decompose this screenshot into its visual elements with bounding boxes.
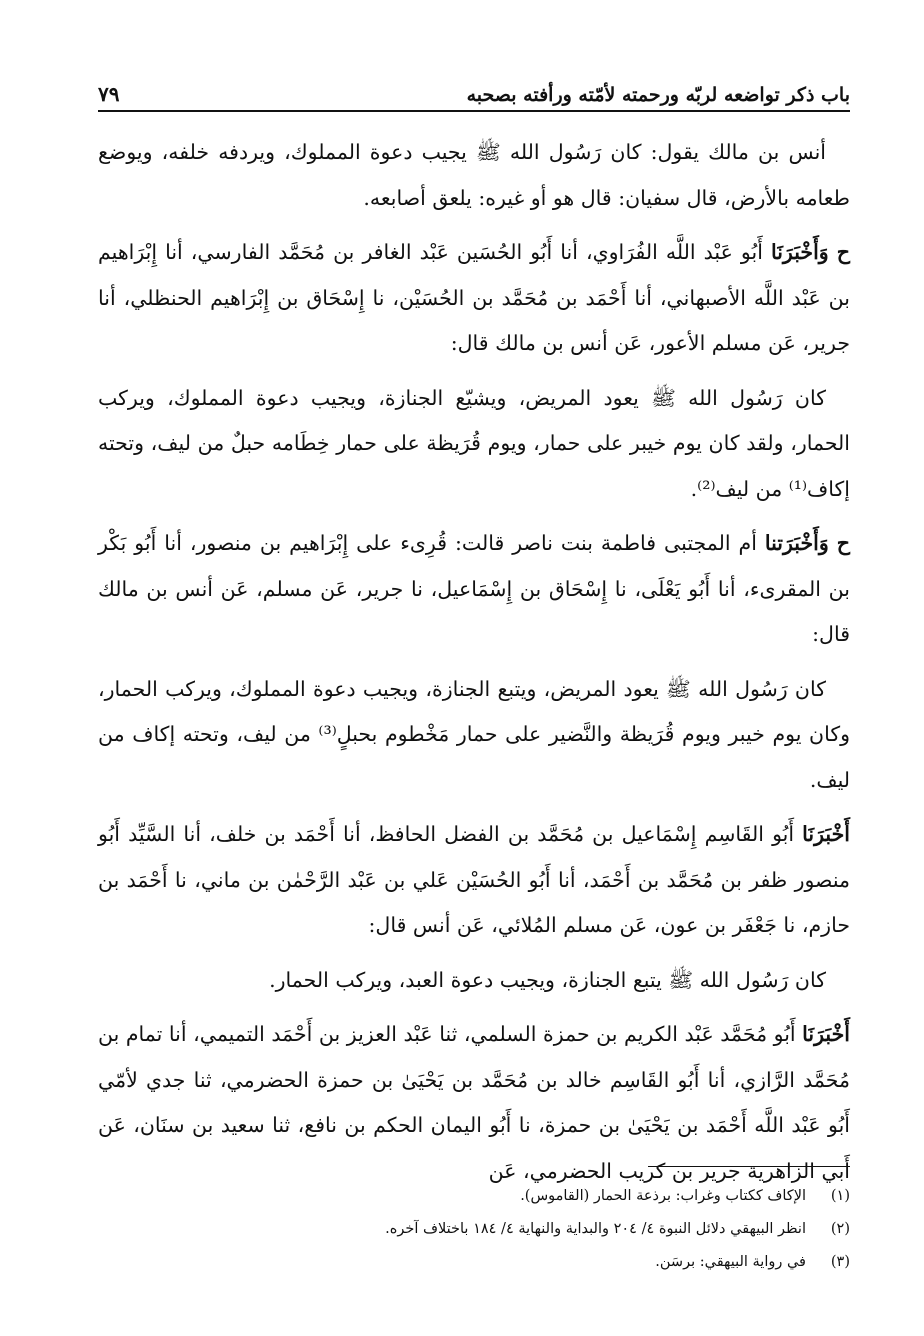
isnad-keyword: أَخْبَرَنَا xyxy=(802,822,850,846)
paragraph-6 xyxy=(98,812,850,949)
footnote-rule xyxy=(648,1166,850,1167)
paragraph-3 xyxy=(98,376,850,513)
header-rule xyxy=(98,110,850,112)
paragraph-text: أَبُو القَاسِم إِسْمَاعيل بن مُحَمَّد بن الفضل الحافظ، أنا أَحْمَد بن خلف، أنا السَّيِّد أَبُو منصور ظفر بن مُحَمَّد بن أَحْمَد، أنا أَبُو الحُسَيْن عَلي بن عَبْد الرَّحْمٰن بن ماني، نا أَحْمَد بن حازم، نا جَعْفَر بن عون، عَن مسلم المُلائي، عَن أنس قال: xyxy=(98,822,850,937)
paragraph-2 xyxy=(98,230,850,367)
tahwil-marker: ح xyxy=(836,240,850,264)
isnad-keyword: أَخْبَرَنَا xyxy=(802,1022,850,1046)
isnad-keyword: وَأَخْبَرَنَا xyxy=(770,240,829,264)
footnotes xyxy=(98,1180,850,1279)
footnote-number: (٣) xyxy=(830,1254,850,1270)
paragraph-text: أَبُو مُحَمَّد عَبْد الكريم بن حمزة السلمي، ثنا عَبْد العزيز بن أَحْمَد التميمي، أنا تمام بن مُحَمَّد الرَّازي، أنا أَبُو القَاسِم خالد بن مُحَمَّد بن يَحْيَىٰ بن حمزة الحضرمي، ثنا جدي لأمّي أَبُو عَبْد اللَّه أَحْمَد بن يَحْيَىٰ بن حمزة، نا أَبُو اليمان الحكم بن نافع، ثنا سعيد بن سنَان، عَن أَبي الزاهرية جرير بن كريب الحضرمي، عَن xyxy=(98,1022,850,1183)
footnote-number: (١) xyxy=(830,1188,850,1204)
paragraph-text: كان رَسُول الله ﷺ يتبع الجنازة، ويجيب دعوة العبد، ويركب الحمار. xyxy=(269,967,826,992)
paragraph-5 xyxy=(98,667,850,804)
footnote-3 xyxy=(98,1246,850,1279)
paragraph-text: أَبُو عَبْد اللَّه الفُرَاوي، أنا أَبُو الحُسَين عَبْد الغافر بن مُحَمَّد الفارسي، أنا إِبْرَاهيم بن عَبْد اللَّه الأصبهاني، أنا أَحْمَد بن مُحَمَّد بن الحُسَيْن، نا إِسْحَاق بن إِبْرَاهيم الحنظلي، أنا جرير، عَن مسلم الأعور، عَن أنس بن مالك قال: xyxy=(98,240,850,355)
footnote-1 xyxy=(98,1180,850,1213)
running-title: باب ذكر تواضعه لربّه ورحمته لأمّته ورأفته بصحبه xyxy=(466,84,850,106)
paragraph-text: كان رَسُول الله ﷺ يعود المريض، ويتبع الجنازة، ويجيب دعوة المملوك، ويركب الحمار، وكان يوم خيبر ويوم قُرَيظة والنَّضير على حمار مَخْطوم بحبلٍ⁽³⁾ من ليف، وتحته إكاف من ليف. xyxy=(98,676,850,792)
footnote-2 xyxy=(98,1213,850,1246)
paragraph-text: أنس بن مالك يقول: كان رَسُول الله ﷺ يجيب دعوة المملوك، ويردفه خلفه، ويوضع طعامه بالأرض، قال سفيان: قال هو أو غيره: يلعق أصابعه. xyxy=(98,140,850,210)
main-text xyxy=(98,130,850,1203)
paragraph-7 xyxy=(98,958,850,1004)
isnad-keyword: وَأَخْبَرَتنا xyxy=(764,531,829,555)
footnote-text: في رواية البيهقي: برسَن. xyxy=(655,1254,806,1270)
footnote-text: الإكاف ككتاب وغراب: برذعة الحمار (القاموس). xyxy=(520,1188,806,1204)
footnote-text: انظر البيهقي دلائل النبوة ٤/ ٢٠٤ والبداية والنهاية ٤/ ١٨٤ باختلاف آخره. xyxy=(385,1221,806,1237)
tahwil-marker: ح xyxy=(836,531,850,555)
paragraph-4 xyxy=(98,521,850,658)
page-number: ٧٩ xyxy=(98,82,120,106)
page-header xyxy=(98,66,850,106)
paragraph-text: أم المجتبى فاطمة بنت ناصر قالت: قُرِىء على إِبْرَاهيم بن منصور، أنا أَبُو بَكْر بن المقرىء، أنا أَبُو يَعْلَى، نا إِسْحَاق بن إِسْمَاعيل، نا جرير، عَن مسلم، عَن أنس بن مالك قال: xyxy=(98,531,850,646)
paragraph-text: كان رَسُول الله ﷺ يعود المريض، ويشيّع الجنازة، ويجيب دعوة المملوك، ويركب الحمار، ولقد كان يوم خيبر على حمار، ويوم قُرَيظة على حمار خِطَامه حبلٌ من ليف، وتحته إكاف⁽¹⁾ من ليف⁽²⁾. xyxy=(98,385,850,501)
paragraph-1 xyxy=(98,130,850,221)
footnote-number: (٢) xyxy=(830,1221,850,1237)
